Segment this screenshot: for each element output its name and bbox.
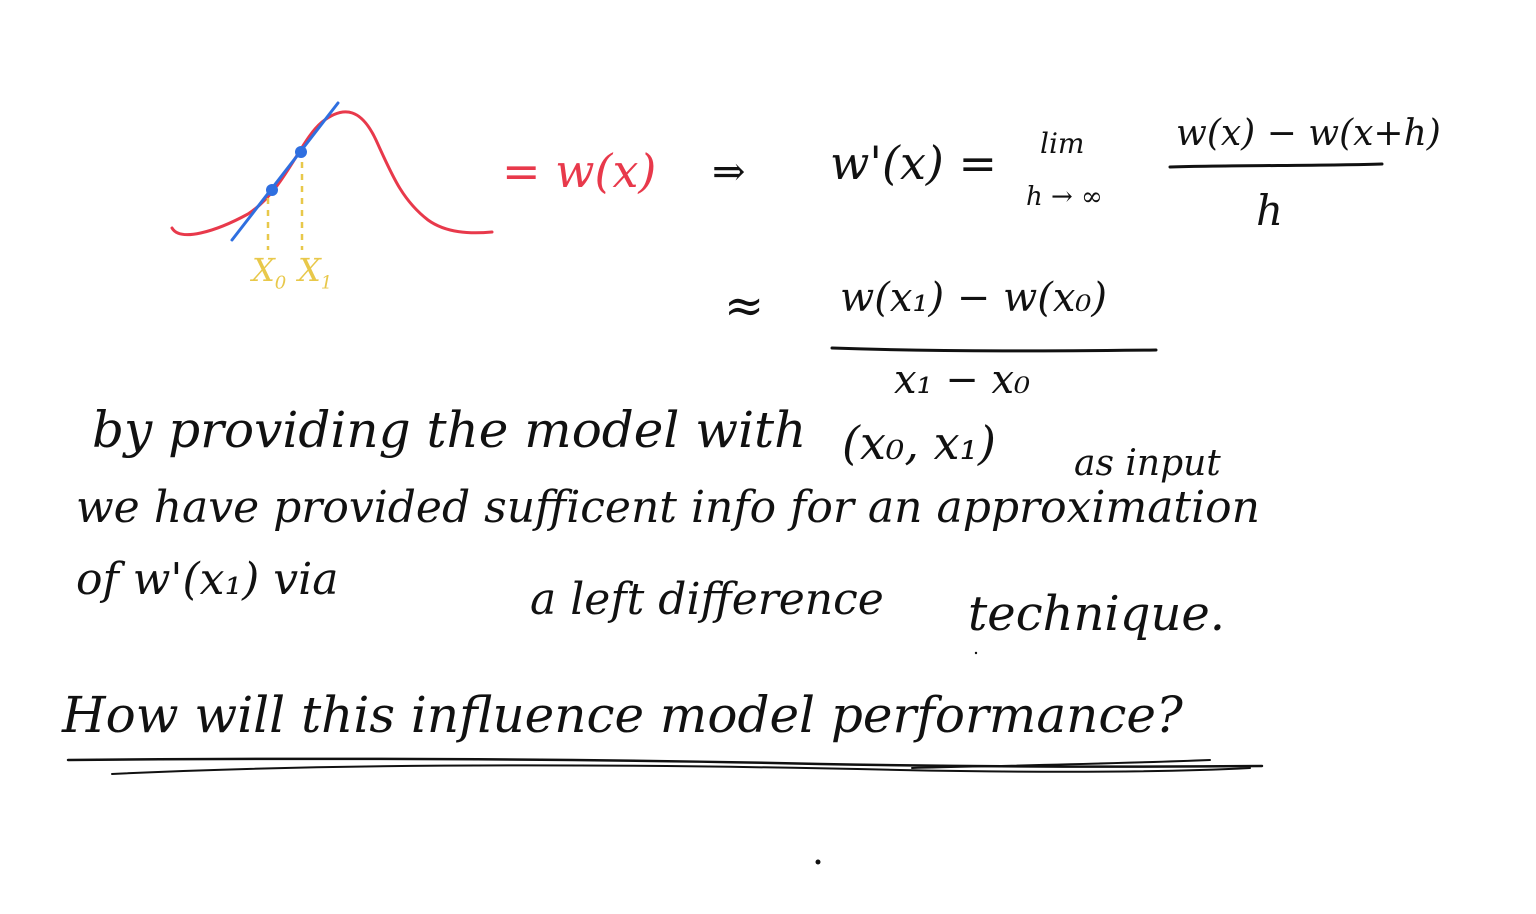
limit-word: lim [1040, 127, 1085, 160]
limit-subscript: h → ∞ [1026, 182, 1103, 212]
bell-curve [172, 112, 492, 235]
label-x0: $X_0$ [252, 251, 287, 294]
label-x1: $X_1$ [298, 251, 333, 294]
text-line1-b: (x₀, x₁) [842, 416, 996, 470]
text-line3-a: of w'(x₁) via [76, 554, 339, 605]
text-line1-a: by providing the model with [92, 401, 807, 459]
text-line1-c: as input [1074, 443, 1221, 484]
approx-denominator: x₁ − x₀ [894, 357, 1031, 403]
implies-arrow: ⇒ [712, 149, 746, 195]
fraction-bar-limit [1170, 164, 1382, 167]
limit-denominator: h [1256, 186, 1284, 235]
question-text: How will this influence model performance? [62, 686, 1183, 744]
function-def: = w(x) [502, 144, 657, 198]
fraction-bar-approx [832, 348, 1156, 351]
text-line3-c: technique. [968, 586, 1226, 642]
derivative-lhs: w'(x) = [830, 136, 998, 190]
limit-numerator: w(x) − w(x+h) [1176, 113, 1441, 154]
approx-symbol: ≈ [724, 278, 765, 334]
text-line3-b: a left difference [530, 574, 884, 625]
tangent-line [232, 103, 338, 240]
point-x0 [266, 184, 278, 196]
approx-numerator: w(x₁) − w(x₀) [840, 275, 1108, 321]
point-x1 [295, 146, 307, 158]
stray-dot [816, 860, 821, 865]
stray-dot-small [975, 652, 977, 654]
text-line2: we have provided sufficent info for an approximation [76, 482, 1261, 533]
